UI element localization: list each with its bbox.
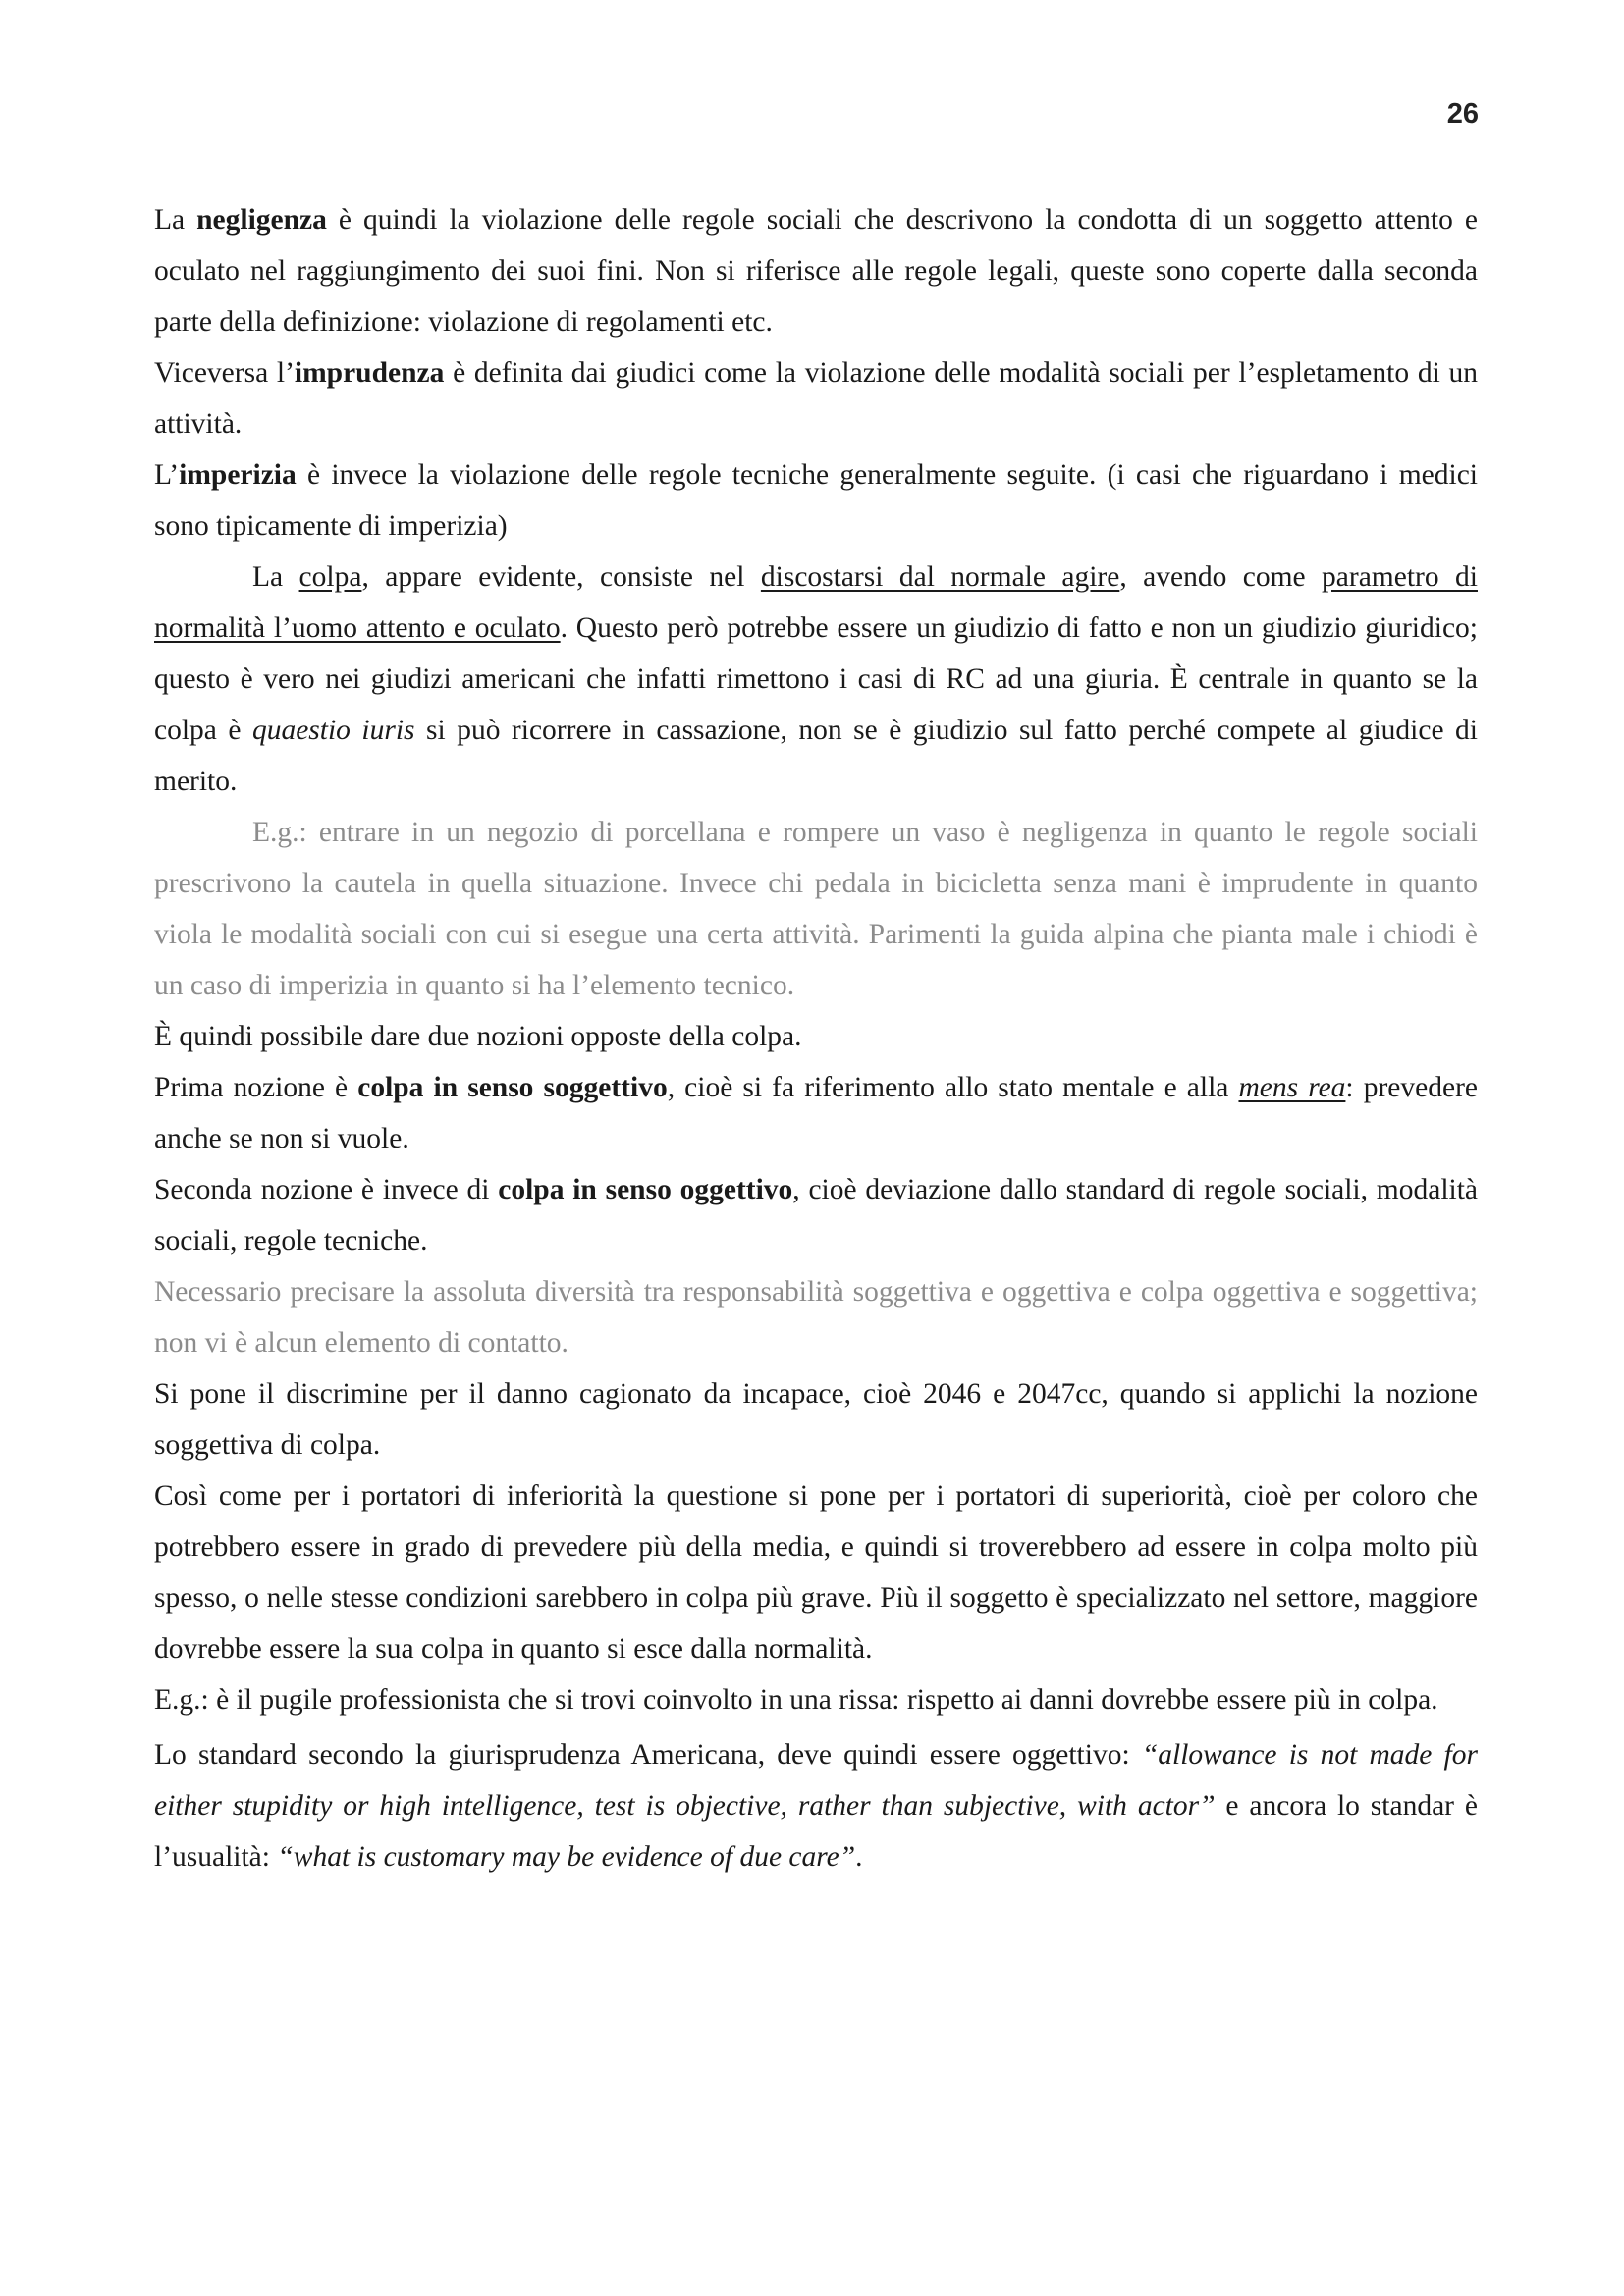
underlined-colpa: colpa	[298, 561, 362, 593]
text: . Questo però potrebbe essere un giudizio di fatto e non un giudizio giuridico; questo è vero nei giudizi americani che infatti rimettono i casi di RC ad una giuria. È centrale in quanto se la colpa è	[154, 613, 1478, 746]
term-imprudenza: imprudenza	[294, 357, 445, 389]
paragraph-superiorita: Così come per i portatori di inferiorità la questione si pone per i portatori di superiorità, cioè per coloro che potrebbero essere in grado di prevedere più della media, e quindi si troverebbero ad essere in colpa molto più spesso, o nelle stesse condizioni sarebbero in colpa più grave. Più il soggetto è specializzato nel settore, maggiore dovrebbe essere la sua colpa in quanto si esce dalla normalità.	[154, 1480, 1478, 1665]
term-imperizia: imperizia	[179, 459, 297, 491]
text: è definita dai giudici come la violazione delle modalità sociali per l’espletamento di un attività.	[154, 357, 1478, 440]
paragraph-imperizia	[154, 450, 1478, 552]
paragraph-colpa	[154, 552, 1478, 807]
underlined-parametro: parametro di normalità l’uomo attento e oculato	[154, 561, 1478, 644]
text: è quindi la violazione delle regole sociali che descrivono la condotta di un soggetto attento e oculato nel raggiungimento dei suoi fini. Non si riferisce alle regole legali, queste sono coperte dalla seconda parte della definizione: violazione di regolamenti etc.	[154, 204, 1478, 338]
text: è invece la violazione delle regole tecniche generalmente seguite. (i casi che riguardano i medici sono tipicamente di imperizia)	[154, 459, 1478, 542]
paragraph-senso-soggettivo	[154, 1062, 1478, 1164]
text: si può ricorrere in cassazione, non se è giudizio sul fatto perché compete al giudice di merito.	[154, 715, 1478, 797]
text: e ancora lo standar è l’usualità:	[154, 1790, 1478, 1873]
paragraph-example-pugile: E.g.: è il pugile professionista che si trovi coinvolto in una rissa: rispetto ai danni dovrebbe essere più in colpa.	[154, 1684, 1438, 1716]
text: La	[154, 204, 197, 236]
paragraph-imprudenza	[154, 347, 1478, 450]
text: Prima nozione è	[154, 1072, 358, 1103]
quote-customary: “what is customary may be evidence of due care”	[277, 1842, 856, 1873]
underlined-discostarsi: discostarsi dal normale agire	[760, 561, 1120, 593]
paragraph-senso-oggettivo	[154, 1164, 1478, 1266]
italic-mens-rea: mens rea	[1238, 1072, 1346, 1103]
paragraph-standard-americano	[154, 1730, 1478, 1883]
text: Lo standard secondo la giurisprudenza Americana, deve quindi essere oggettivo:	[154, 1739, 1142, 1771]
text: , cioè deviazione dallo standard di regole sociali, modalità sociali, regole tecniche.	[154, 1174, 1478, 1256]
paragraph-due-nozioni: È quindi possibile dare due nozioni opposte della colpa.	[154, 1021, 802, 1052]
text: : prevedere anche se non si vuole.	[154, 1072, 1478, 1154]
term-colpa-soggettiva: colpa in senso soggettivo	[357, 1072, 668, 1103]
paragraph-negligenza	[154, 194, 1478, 347]
text: La	[252, 561, 299, 593]
italic-quaestio-iuris: quaestio iuris	[251, 715, 415, 746]
text: , cioè si fa riferimento allo stato mentale e alla	[667, 1072, 1239, 1103]
page-number: 26	[1446, 98, 1479, 130]
text: .	[855, 1842, 863, 1873]
paragraph-precisazione-grey: Necessario precisare la assoluta diversità tra responsabilità soggettiva e oggettiva e colpa oggettiva e soggettiva; non vi è alcun elemento di contatto.	[154, 1276, 1478, 1359]
text: Viceversa l’	[154, 357, 295, 389]
text: , avendo come	[1119, 561, 1323, 593]
paragraph-example-grey: E.g.: entrare in un negozio di porcellana e rompere un vaso è negligenza in quanto le regole sociali prescrivono la cautela in quella situazione. Invece chi pedala in bicicletta senza mani è imprudente in quanto viola le modalità sociali con cui si esegue una certa attività. Parimenti la guida alpina che pianta male i chiodi è un caso di imperizia in quanto si ha l’elemento tecnico.	[154, 817, 1478, 1001]
text: L’	[154, 459, 180, 491]
paragraph-discrimine: Si pone il discrimine per il danno cagionato da incapace, cioè 2046 e 2047cc, quando si applichi la nozione soggettiva di colpa.	[154, 1378, 1478, 1461]
text: , appare evidente, consiste nel	[361, 561, 761, 593]
text: Seconda nozione è invece di	[154, 1174, 499, 1205]
quote-allowance: “allowance is not made for either stupidity or high intelligence, test is objective, rather than subjective, with actor”	[154, 1739, 1478, 1822]
term-colpa-oggettiva: colpa in senso oggettivo	[498, 1174, 793, 1205]
document-body	[154, 194, 1478, 1883]
term-negligenza: negligenza	[196, 204, 327, 236]
